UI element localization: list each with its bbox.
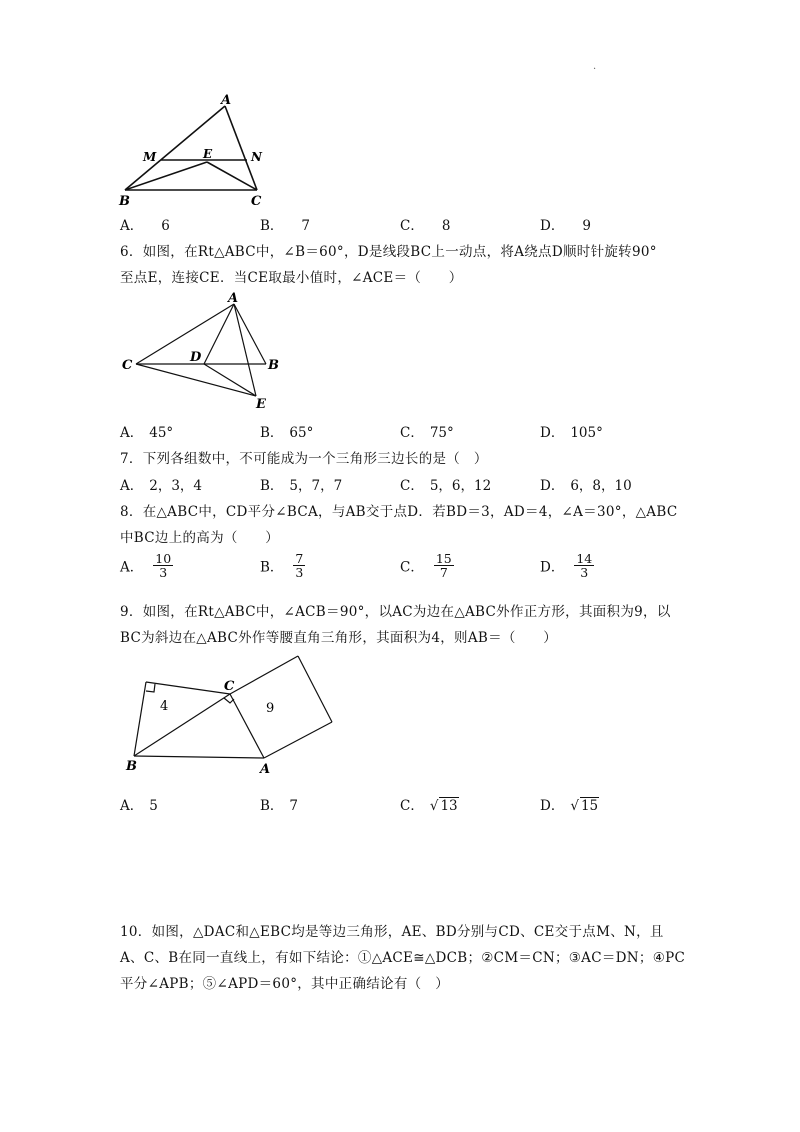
q6-option-a: A． 45°	[120, 425, 174, 441]
fig5-label-C: C	[251, 194, 262, 209]
fig6-label-D: D	[190, 350, 202, 365]
fig9-right-angle-mark-top	[146, 684, 155, 692]
figure-q6	[118, 290, 288, 410]
fig9-square-bottom	[264, 722, 332, 758]
q9-option-a: A． 5	[120, 798, 158, 814]
q5-option-a: A． 6	[120, 218, 170, 234]
q7-option-d: D． 6，8，10	[540, 478, 632, 494]
fig5-label-N: N	[251, 150, 262, 164]
fig9-triangle-left-side	[134, 682, 146, 756]
q8-option-a: A． $\frac{10}{3}$	[120, 551, 172, 581]
q7-option-b: B． 5，7，7	[260, 478, 343, 494]
q8-line-2: 中BC边上的高为（ ）	[120, 530, 280, 546]
fig6-segment-AB	[234, 304, 266, 364]
q10-line-1: 10．如图，△DAC和△EBC均是等边三角形，AE、BD分别与CD、CE交于点M、N，且	[120, 924, 664, 940]
fig9-segment-BC	[134, 694, 230, 756]
fig9-label-B: B	[126, 759, 137, 774]
q6-line-2: 至点E，连接CE．当CE取最小值时，∠ACE＝（ ）	[120, 270, 463, 286]
q7-line-1: 7．下列各组数中，不可能成为一个三角形三边长的是（ ）	[120, 451, 488, 467]
q7-option-a: A． 2，3，4	[120, 478, 203, 494]
fig9-area-4: 4	[160, 699, 169, 714]
fig5-label-M: M	[143, 150, 157, 164]
fig5-label-A: A	[221, 93, 232, 108]
fig6-label-B: B	[268, 358, 279, 373]
q6-line-1: 6．如图，在Rt△ABC中，∠B＝60°，D是线段BC上一动点，将A绕点D顺时针旋转90°	[120, 244, 657, 260]
figure-q5	[115, 92, 275, 210]
fig6-segment-CE	[136, 364, 256, 396]
fig5-label-B: B	[119, 194, 130, 209]
corner-mark: ·	[593, 64, 597, 75]
q5-option-b: B． 7	[260, 218, 311, 234]
fig6-label-C: C	[122, 358, 133, 373]
fig5-segment-CE	[207, 162, 257, 190]
q10-line-3: 平分∠APB；⑤∠APD＝60°，其中正确结论有（ ）	[120, 976, 450, 992]
q6-option-d: D． 105°	[540, 425, 603, 441]
q9-option-d: D． √ 15	[540, 798, 599, 814]
q9-line-2: BC为斜边在△ABC外作等腰直角三角形，其面积为4，则AB＝（ ）	[120, 630, 558, 646]
fig5-segment-AC	[225, 106, 257, 190]
q6-option-b: B． 65°	[260, 425, 314, 441]
q10-line-2: A、C、B在同一直线上，有如下结论：①△ACE≅△DCB；②CM＝CN；③AC＝DN；④PC	[120, 950, 686, 966]
fig9-label-A: A	[260, 762, 271, 776]
fig9-square-top-left	[230, 656, 298, 694]
q7-option-c: C． 5，6，12	[400, 478, 492, 494]
q9-option-b: B． 7	[260, 798, 299, 814]
q8-option-d: D． $\frac{14}{3}$	[540, 551, 593, 581]
q8-option-b: B． $\frac{7}{3}$	[260, 551, 304, 581]
fig9-segment-BA	[134, 756, 264, 758]
fig6-label-A: A	[228, 291, 239, 306]
q8-option-c: C． $\frac{15}{7}$	[400, 551, 452, 581]
q5-option-c: C． 8	[400, 218, 451, 234]
q9-line-1: 9．如图，在Rt△ABC中，∠ACB＝90°，以AC为边在△ABC外作正方形，其面积为9，以	[120, 604, 671, 620]
fig9-label-C: C	[224, 679, 235, 694]
fig9-square-right	[298, 656, 332, 722]
fig9-area-9: 9	[266, 701, 275, 716]
q5-option-d: D． 9	[540, 218, 591, 234]
fig9-segment-CA	[230, 694, 264, 758]
fig6-segment-DE	[204, 364, 256, 396]
q8-line-1: 8．在△ABC中，CD平分∠BCA，与AB交于点D．若BD＝3，AD＝4，∠A＝30°，△ABC	[120, 504, 678, 520]
fig5-segment-BE	[125, 162, 207, 190]
q9-option-c: C． √ 13	[400, 798, 458, 814]
figure-q9	[120, 652, 340, 776]
q6-option-c: C． 75°	[400, 425, 454, 441]
fig5-label-E: E	[203, 147, 213, 161]
fig9-triangle-top-side	[146, 682, 230, 694]
fig6-label-E: E	[256, 397, 266, 410]
fig6-segment-AE	[234, 304, 256, 396]
